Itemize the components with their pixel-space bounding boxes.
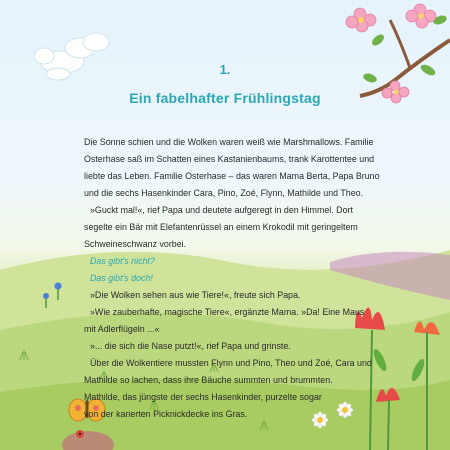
story-line: liebte das Leben. Familie Osterhase – das waren Mama Berta, Papa Bruno [84,171,380,181]
story-line: von der karierten Picknickdecke ins Gras. [84,409,248,419]
story-line: »... die sich die Nase putzt!«, rief Papa und grinste. [90,341,291,351]
story-line: Mathilde, das jüngste der sechs Hasenkinder, purzelte sogar [84,392,322,402]
story-line: Die Sonne schien und die Wolken waren weiß wie Marshmallows. Familie [84,137,374,147]
story-line: »Guckt mal!«, rief Papa und deutete aufgeregt in den Himmel. Dort [90,205,353,215]
chapter-title: Ein fabelhafter Frühlingstag [129,90,321,106]
chapter-number: 1. [219,62,231,77]
story-text [84,134,389,423]
story-line: mit Adlerflügeln ...« [84,324,160,334]
story-line: Osterhase saß im Schatten eines Kastanienbaums, trank Karottentee und [84,154,375,164]
story-line: Schweineschwanz vorbei. [84,239,187,249]
blossom-branch-icon [346,4,450,103]
story-line: »Die Wolken sehen aus wie Tiere!«, freute sich Papa. [90,290,301,300]
story-line: und die sechs Hasenkinder Cara, Pino, Zoé, Flynn, Mathilde und Theo. [84,188,364,198]
story-line: segelte ein Bär mit Elefantenrüssel an einem Krokodil mit geringeltem [84,222,358,232]
speech-line: Das gibt's doch! [90,273,153,283]
speech-line: Das gibt's nicht? [90,256,155,266]
story-line: Mathilde so lachen, dass ihre Bäuche summten und brummten. [84,375,333,385]
story-line: Über die Wolkentiere mussten Flynn und Pino, Theo und Zoé, Cara und [90,358,372,368]
story-line: »Wie zauberhafte, magische Tiere«, ergänzte Mama. »Da! Eine Maus [90,307,365,317]
